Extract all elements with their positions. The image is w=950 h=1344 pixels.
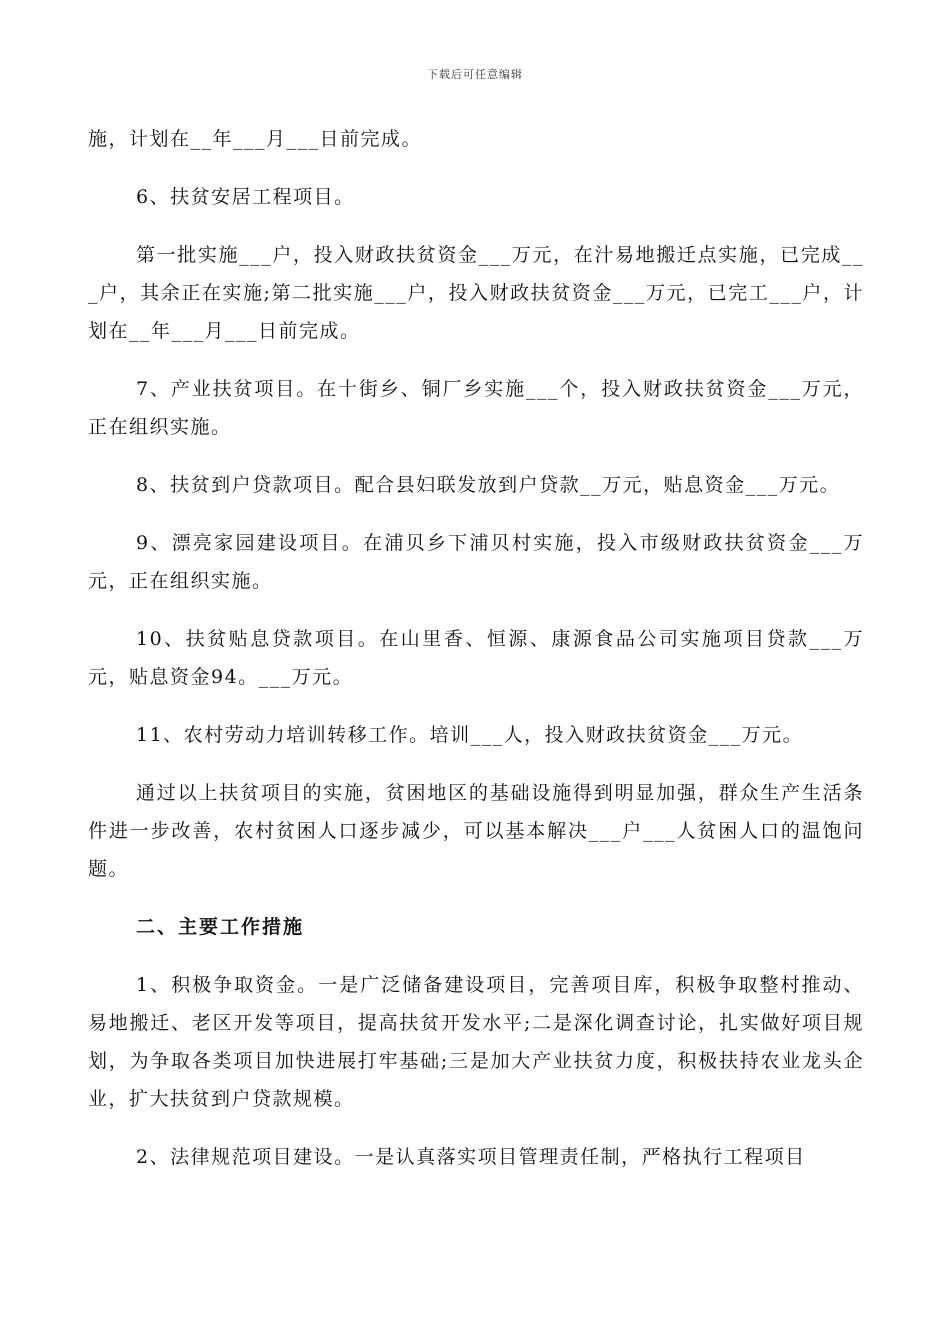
section-heading: 二、主要工作措施 [136,916,305,938]
paragraph-item-11: 11、农村劳动力培训转移工作。培训___人，投入财政扶贫资金___万元。 [136,724,804,746]
paragraph-item-6-detail: 第一批实施___户，投入财政扶贫资金___万元，在汁易地搬迁点实施，已完成___户，其余正在实施;第二批实施___户，投入财政扶贫资金___万元，已完工___户，计划在__年___月___日前完成。 [88,244,864,342]
paragraph-item-10: 10、扶贫贴息贷款项目。在山里香、恒源、康源食品公司实施项目贷款___万元，贴息资金94。___万元。 [88,628,864,688]
page-header-note: 下载后可任意编辑 [427,68,523,81]
paragraph-item-8: 8、扶贫到户贷款项目。配合县妇联发放到户贷款__万元，贴息资金___万元。 [136,474,841,496]
paragraph-continuation: 施，计划在__年___月___日前完成。 [88,128,423,150]
paragraph-item-9: 9、漂亮家园建设项目。在浦贝乡下浦贝村实施，投入市级财政扶贫资金___万元，正在组织实施。 [88,532,864,592]
paragraph-item-6: 6、扶贫安居工程项目。 [136,186,355,208]
paragraph-measure-1: 1、积极争取资金。一是广泛储备建设项目，完善项目库，积极争取整村推动、易地搬迁、老区开发等项目，提高扶贫开发水平;二是深化调查讨论，扎实做好项目规划，为争取各类项目加快进展打牢基础;三是加大产业扶贫力度，积极扶持农业龙头企业，扩大扶贫到户贷款规模。 [88,974,864,1110]
paragraph-summary: 通过以上扶贫项目的实施，贫困地区的基础设施得到明显加强，群众生产生活条件进一步改善，农村贫困人口逐步减少，可以基本解决___户___人贫困人口的温饱问题。 [88,782,864,880]
document-body [88,120,864,1176]
paragraph-measure-2: 2、法律规范项目建设。一是认真落实项目管理责任制，严格执行工程项目 [136,1146,806,1168]
paragraph-item-7: 7、产业扶贫项目。在十街乡、铜厂乡实施___个，投入财政扶贫资金___万元，正在组织实施。 [88,378,864,438]
